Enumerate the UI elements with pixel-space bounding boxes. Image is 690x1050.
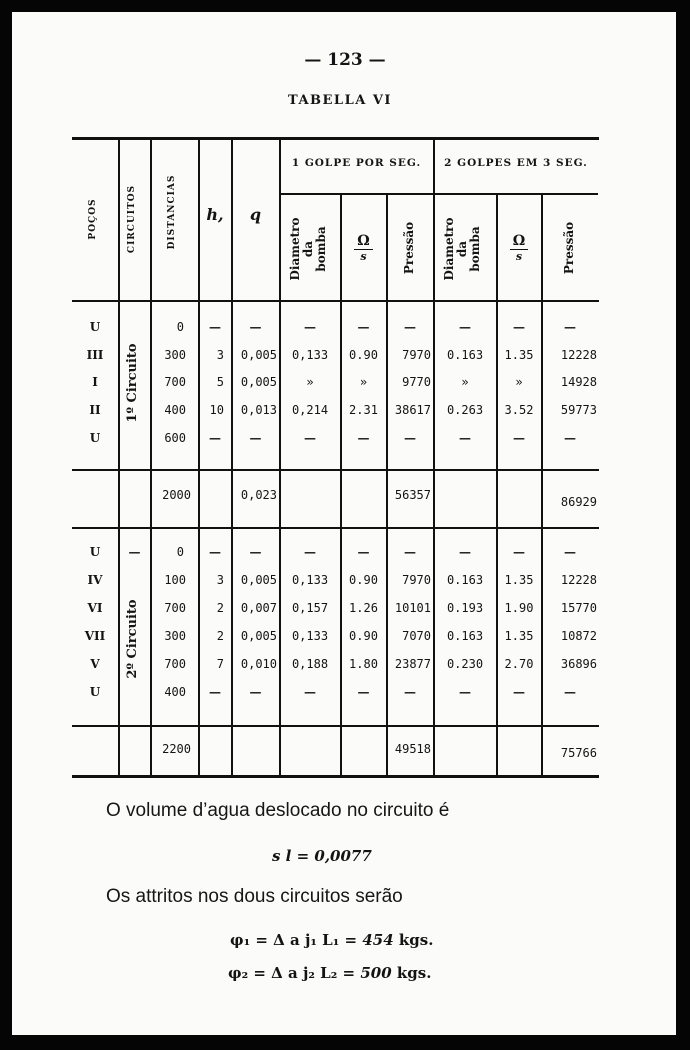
formula-phi1: φ₁ = Δ a j₁ L₁ = 454 kgs. — [230, 931, 434, 949]
paragraph-volume: O volume d’agua deslocado no circuito é — [106, 800, 450, 821]
formula-phi2: φ₂ = Δ a j₂ L₂ = 500 kgs. — [228, 964, 432, 982]
circuit1-label: 1º Circuito — [125, 343, 140, 423]
header-pocos: POÇOS — [88, 198, 98, 240]
header-circuitos: CIRCUITOS — [127, 184, 137, 254]
col-divider — [433, 139, 435, 776]
paragraph-attritos: Os attritos nos dous circuitos serão — [106, 886, 403, 907]
circuit2-label: 2º Circuito — [125, 599, 140, 679]
circuit2-dash: — — [128, 545, 141, 559]
col-divider — [198, 139, 200, 776]
header-diametro-2: Diametro da bomba — [442, 217, 482, 281]
col-divider — [118, 139, 120, 776]
header-pressao-1: Pressão — [402, 221, 416, 275]
group-header-2-golpes: 2 GOLPES EM 3 SEG. — [444, 157, 588, 169]
header-h: h, — [206, 205, 224, 224]
table-title: TABELLA VI — [287, 93, 392, 108]
formula-sl: s l = 0,0077 — [272, 847, 372, 865]
header-q: q — [249, 205, 262, 224]
group-header-1-golpe: 1 GOLPE POR SEG. — [291, 157, 422, 169]
header-omega-over-s-2: Ω s — [497, 230, 541, 263]
header-diametro-1: Diametro da bomba — [288, 217, 328, 281]
col-divider — [279, 139, 281, 776]
header-pressao-2: Pressão — [562, 221, 576, 275]
col-divider — [150, 139, 152, 776]
page-number: — 123 — — [304, 50, 386, 70]
header-distancias: DISTANCIAS — [167, 174, 177, 250]
col-divider — [231, 139, 233, 776]
group-subheader-rule — [280, 193, 598, 195]
header-omega-over-s-1: Ω s — [341, 230, 386, 263]
